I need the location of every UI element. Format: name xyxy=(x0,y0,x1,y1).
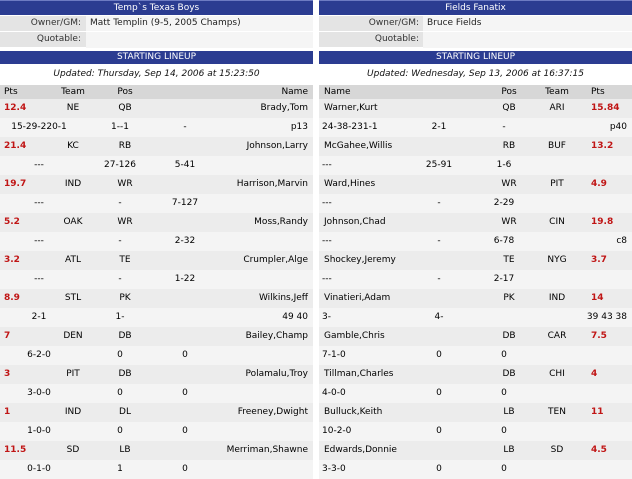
stat-value: 0 xyxy=(436,426,442,436)
stat-value: - xyxy=(183,122,187,132)
player-points: 19.7 xyxy=(4,179,27,189)
player-team: DEN xyxy=(63,331,83,341)
header-pos: Pos xyxy=(117,87,133,97)
player-row[interactable] xyxy=(0,175,313,194)
owner-value: Bruce Fields xyxy=(423,16,632,32)
stat-value: 0 xyxy=(501,388,507,398)
stat-value: 1-0-0 xyxy=(27,426,51,436)
stat-value: 4-0-0 xyxy=(322,388,346,398)
stats-row xyxy=(0,232,313,251)
player-team: PIT xyxy=(550,179,564,189)
player-points: 3.7 xyxy=(591,255,607,265)
stat-value: 0 xyxy=(182,464,188,474)
player-points: 8.9 xyxy=(4,293,20,303)
stat-value: --- xyxy=(322,198,332,208)
stat-value: 25-91 xyxy=(425,160,453,170)
player-position: QB xyxy=(502,103,516,113)
player-name: Tillman,Charles xyxy=(324,369,394,379)
stats-row xyxy=(0,422,313,441)
player-name: Moss,Randy xyxy=(254,217,308,227)
player-name: Shockey,Jeremy xyxy=(324,255,396,265)
player-points: 7.5 xyxy=(591,331,607,341)
player-team: BUF xyxy=(548,141,566,151)
player-row[interactable] xyxy=(0,213,313,232)
column-headers xyxy=(0,85,313,99)
header-pts: Pts xyxy=(4,87,18,97)
stat-value: 6-2-0 xyxy=(27,350,51,360)
player-name: McGahee,Willis xyxy=(324,141,393,151)
right-team-column xyxy=(319,0,632,479)
owner-label: Owner/GM: xyxy=(30,18,81,28)
player-points: 13.2 xyxy=(591,141,614,151)
stat-value: 1--1 xyxy=(111,122,129,132)
player-team: IND xyxy=(64,407,82,417)
stat-value: 0 xyxy=(436,350,442,360)
player-position: DL xyxy=(119,407,131,417)
player-row[interactable] xyxy=(0,365,313,384)
player-name: Harrison,Marvin xyxy=(236,179,308,189)
player-name: Edwards,Donnie xyxy=(324,445,397,455)
stat-value: 10-2-0 xyxy=(322,426,352,436)
stat-value: 0-1-0 xyxy=(27,464,51,474)
player-name: Vinatieri,Adam xyxy=(324,293,391,303)
player-position: WR xyxy=(117,179,133,189)
header-name: Name xyxy=(281,87,308,97)
player-team: SD xyxy=(550,445,564,455)
stat-value: c8 xyxy=(616,236,627,246)
stat-value: 27-126 xyxy=(104,160,136,170)
quotable-value xyxy=(86,32,313,48)
header-name: Name xyxy=(324,87,351,97)
player-points: 14 xyxy=(591,293,604,303)
header-pts: Pts xyxy=(591,87,605,97)
stat-value: 1- xyxy=(115,312,125,322)
player-position: DB xyxy=(118,369,132,379)
stat-value: - xyxy=(437,236,441,246)
player-row[interactable] xyxy=(319,213,632,232)
player-position: TE xyxy=(503,255,515,265)
player-position: DB xyxy=(118,331,132,341)
section-title: STARTING LINEUP xyxy=(0,51,313,64)
player-row[interactable] xyxy=(0,137,313,156)
player-position: DB xyxy=(502,369,516,379)
stat-value: 2-1 xyxy=(31,312,47,322)
player-position: LB xyxy=(503,407,515,417)
stats-row xyxy=(319,270,632,289)
stat-value: --- xyxy=(34,236,44,246)
player-name: Bulluck,Keith xyxy=(324,407,383,417)
player-position: WR xyxy=(117,217,133,227)
stats-row xyxy=(319,118,632,137)
stat-value: 5-41 xyxy=(174,160,196,170)
header-pos: Pos xyxy=(501,87,517,97)
player-position: TE xyxy=(119,255,131,265)
stat-value: 0 xyxy=(182,350,188,360)
stats-row xyxy=(319,460,632,479)
player-points: 3 xyxy=(4,369,11,379)
player-points: 3.2 xyxy=(4,255,20,265)
player-row[interactable] xyxy=(319,99,632,118)
player-row[interactable] xyxy=(0,289,313,308)
stat-value: --- xyxy=(322,274,332,284)
player-name: Freeney,Dwight xyxy=(237,407,308,417)
player-position: DB xyxy=(502,331,516,341)
stats-row xyxy=(0,346,313,365)
stat-value: 0 xyxy=(501,426,507,436)
player-name: Johnson,Larry xyxy=(246,141,308,151)
stat-value: 7-127 xyxy=(171,198,199,208)
updated-timestamp: Updated: Wednesday, Sep 13, 2006 at 16:37:15 xyxy=(367,69,584,79)
stat-value: 2-17 xyxy=(493,274,515,284)
stat-value: 3-0-0 xyxy=(27,388,51,398)
player-position: RB xyxy=(118,141,132,151)
player-position: RB xyxy=(502,141,516,151)
player-team: CHI xyxy=(549,369,565,379)
player-position: LB xyxy=(503,445,515,455)
player-points: 11.5 xyxy=(4,445,27,455)
player-name: Bailey,Champ xyxy=(245,331,308,341)
stat-value: 1-22 xyxy=(174,274,196,284)
player-points: 7 xyxy=(4,331,11,341)
stat-value: 0 xyxy=(182,426,188,436)
header-team: Team xyxy=(545,87,569,97)
player-row[interactable] xyxy=(319,289,632,308)
stat-value: 0 xyxy=(501,350,507,360)
player-row[interactable] xyxy=(0,441,313,460)
stat-value: 0 xyxy=(117,388,123,398)
player-row[interactable] xyxy=(319,403,632,422)
player-name: Merriman,Shawne xyxy=(226,445,308,455)
player-points: 11 xyxy=(591,407,604,417)
player-position: LB xyxy=(119,445,131,455)
stat-value: 4- xyxy=(434,312,444,322)
team-name-header: Temp`s Texas Boys xyxy=(0,0,313,15)
stat-value: 15-29-220-1 xyxy=(11,122,67,132)
player-team: IND xyxy=(548,293,566,303)
updated-timestamp: Updated: Thursday, Sep 14, 2006 at 15:23:50 xyxy=(53,69,260,79)
stats-row xyxy=(0,308,313,327)
player-team: STL xyxy=(64,293,82,303)
player-team: TEN xyxy=(548,407,566,417)
stat-value: 2-32 xyxy=(174,236,196,246)
stats-row xyxy=(319,232,632,251)
header-team: Team xyxy=(61,87,85,97)
player-name: Ward,Hines xyxy=(324,179,376,189)
player-name: Johnson,Chad xyxy=(324,217,386,227)
player-row[interactable] xyxy=(319,137,632,156)
stats-row xyxy=(0,270,313,289)
stats-row xyxy=(0,118,313,137)
stat-value: 3- xyxy=(322,312,331,322)
team-name-header: Fields Fanatix xyxy=(319,0,632,15)
stat-value: 1-6 xyxy=(496,160,512,170)
player-team: CIN xyxy=(549,217,565,227)
stat-value: 0 xyxy=(436,388,442,398)
quotable-row xyxy=(319,31,632,47)
stat-value: --- xyxy=(34,274,44,284)
player-points: 5.2 xyxy=(4,217,20,227)
stat-value: 24-38-231-1 xyxy=(322,122,378,132)
player-team: KC xyxy=(67,141,79,151)
player-position: PK xyxy=(119,293,131,303)
player-team: SD xyxy=(66,445,80,455)
stat-value: - xyxy=(437,198,441,208)
player-row[interactable] xyxy=(319,365,632,384)
player-row[interactable] xyxy=(0,403,313,422)
player-points: 12.4 xyxy=(4,103,27,113)
stat-value: 3-3-0 xyxy=(322,464,346,474)
player-row[interactable] xyxy=(0,251,313,270)
stat-value: - xyxy=(502,122,506,132)
player-team: CAR xyxy=(547,331,567,341)
player-row[interactable] xyxy=(0,327,313,346)
stat-value: p40 xyxy=(609,122,627,132)
player-row[interactable] xyxy=(319,175,632,194)
stat-value: 0 xyxy=(117,350,123,360)
player-team: OAK xyxy=(63,217,83,227)
stat-value: 39 43 38 xyxy=(586,312,627,322)
player-name: Crumpler,Alge xyxy=(243,255,308,265)
player-position: QB xyxy=(118,103,132,113)
player-team: ARI xyxy=(549,103,565,113)
player-points: 4 xyxy=(591,369,598,379)
stats-row xyxy=(319,194,632,213)
column-headers xyxy=(319,85,632,99)
stats-row xyxy=(319,308,632,327)
player-name: Warner,Kurt xyxy=(324,103,378,113)
stats-row xyxy=(319,346,632,365)
stat-value: --- xyxy=(34,160,44,170)
stat-value: 0 xyxy=(436,464,442,474)
player-row[interactable] xyxy=(319,441,632,460)
stat-value: 6-78 xyxy=(493,236,515,246)
stat-value: --- xyxy=(34,198,44,208)
player-points: 21.4 xyxy=(4,141,27,151)
player-row[interactable] xyxy=(319,251,632,270)
owner-row xyxy=(0,15,313,31)
stat-value: --- xyxy=(322,160,332,170)
player-points: 19.8 xyxy=(591,217,614,227)
stat-value: - xyxy=(118,236,122,246)
owner-label: Owner/GM: xyxy=(368,18,419,28)
player-position: WR xyxy=(501,179,517,189)
player-points: 4.9 xyxy=(591,179,607,189)
stats-row xyxy=(319,422,632,441)
player-name: Wilkins,Jeff xyxy=(258,293,308,303)
stat-value: 2-1 xyxy=(431,122,447,132)
player-row[interactable] xyxy=(0,99,313,118)
stat-value: - xyxy=(437,274,441,284)
stats-row xyxy=(0,384,313,403)
player-position: PK xyxy=(503,293,515,303)
quotable-value xyxy=(423,32,632,48)
stats-row xyxy=(0,460,313,479)
stat-value: p13 xyxy=(290,122,308,132)
player-points: 1 xyxy=(4,407,11,417)
player-team: NYG xyxy=(547,255,567,265)
player-team: IND xyxy=(64,179,82,189)
stat-value: --- xyxy=(322,236,332,246)
player-team: PIT xyxy=(66,369,80,379)
player-row[interactable] xyxy=(319,327,632,346)
quotable-label: Quotable: xyxy=(36,34,81,44)
player-team: NE xyxy=(66,103,80,113)
stat-value: - xyxy=(118,274,122,284)
stats-row xyxy=(0,156,313,175)
stat-value: 0 xyxy=(117,426,123,436)
stat-value: 0 xyxy=(501,464,507,474)
player-name: Polamalu,Troy xyxy=(245,369,308,379)
stats-row xyxy=(0,194,313,213)
stat-value: 1 xyxy=(117,464,123,474)
stat-value: - xyxy=(118,198,122,208)
stat-value: 7-1-0 xyxy=(322,350,346,360)
stat-value: 0 xyxy=(182,388,188,398)
stat-value: 2-29 xyxy=(493,198,515,208)
player-name: Gamble,Chris xyxy=(324,331,385,341)
owner-row xyxy=(319,15,632,31)
owner-value: Matt Templin (9-5, 2005 Champs) xyxy=(86,16,313,32)
player-points: 15.84 xyxy=(591,103,620,113)
player-points: 4.5 xyxy=(591,445,607,455)
stats-row xyxy=(319,156,632,175)
player-position: WR xyxy=(501,217,517,227)
quotable-label: Quotable: xyxy=(374,34,419,44)
stats-row xyxy=(319,384,632,403)
left-team-column xyxy=(0,0,313,479)
player-team: ATL xyxy=(65,255,81,265)
player-name: Brady,Tom xyxy=(260,103,308,113)
section-title: STARTING LINEUP xyxy=(319,51,632,64)
stat-value: 49 40 xyxy=(282,312,308,322)
quotable-row xyxy=(0,31,313,47)
